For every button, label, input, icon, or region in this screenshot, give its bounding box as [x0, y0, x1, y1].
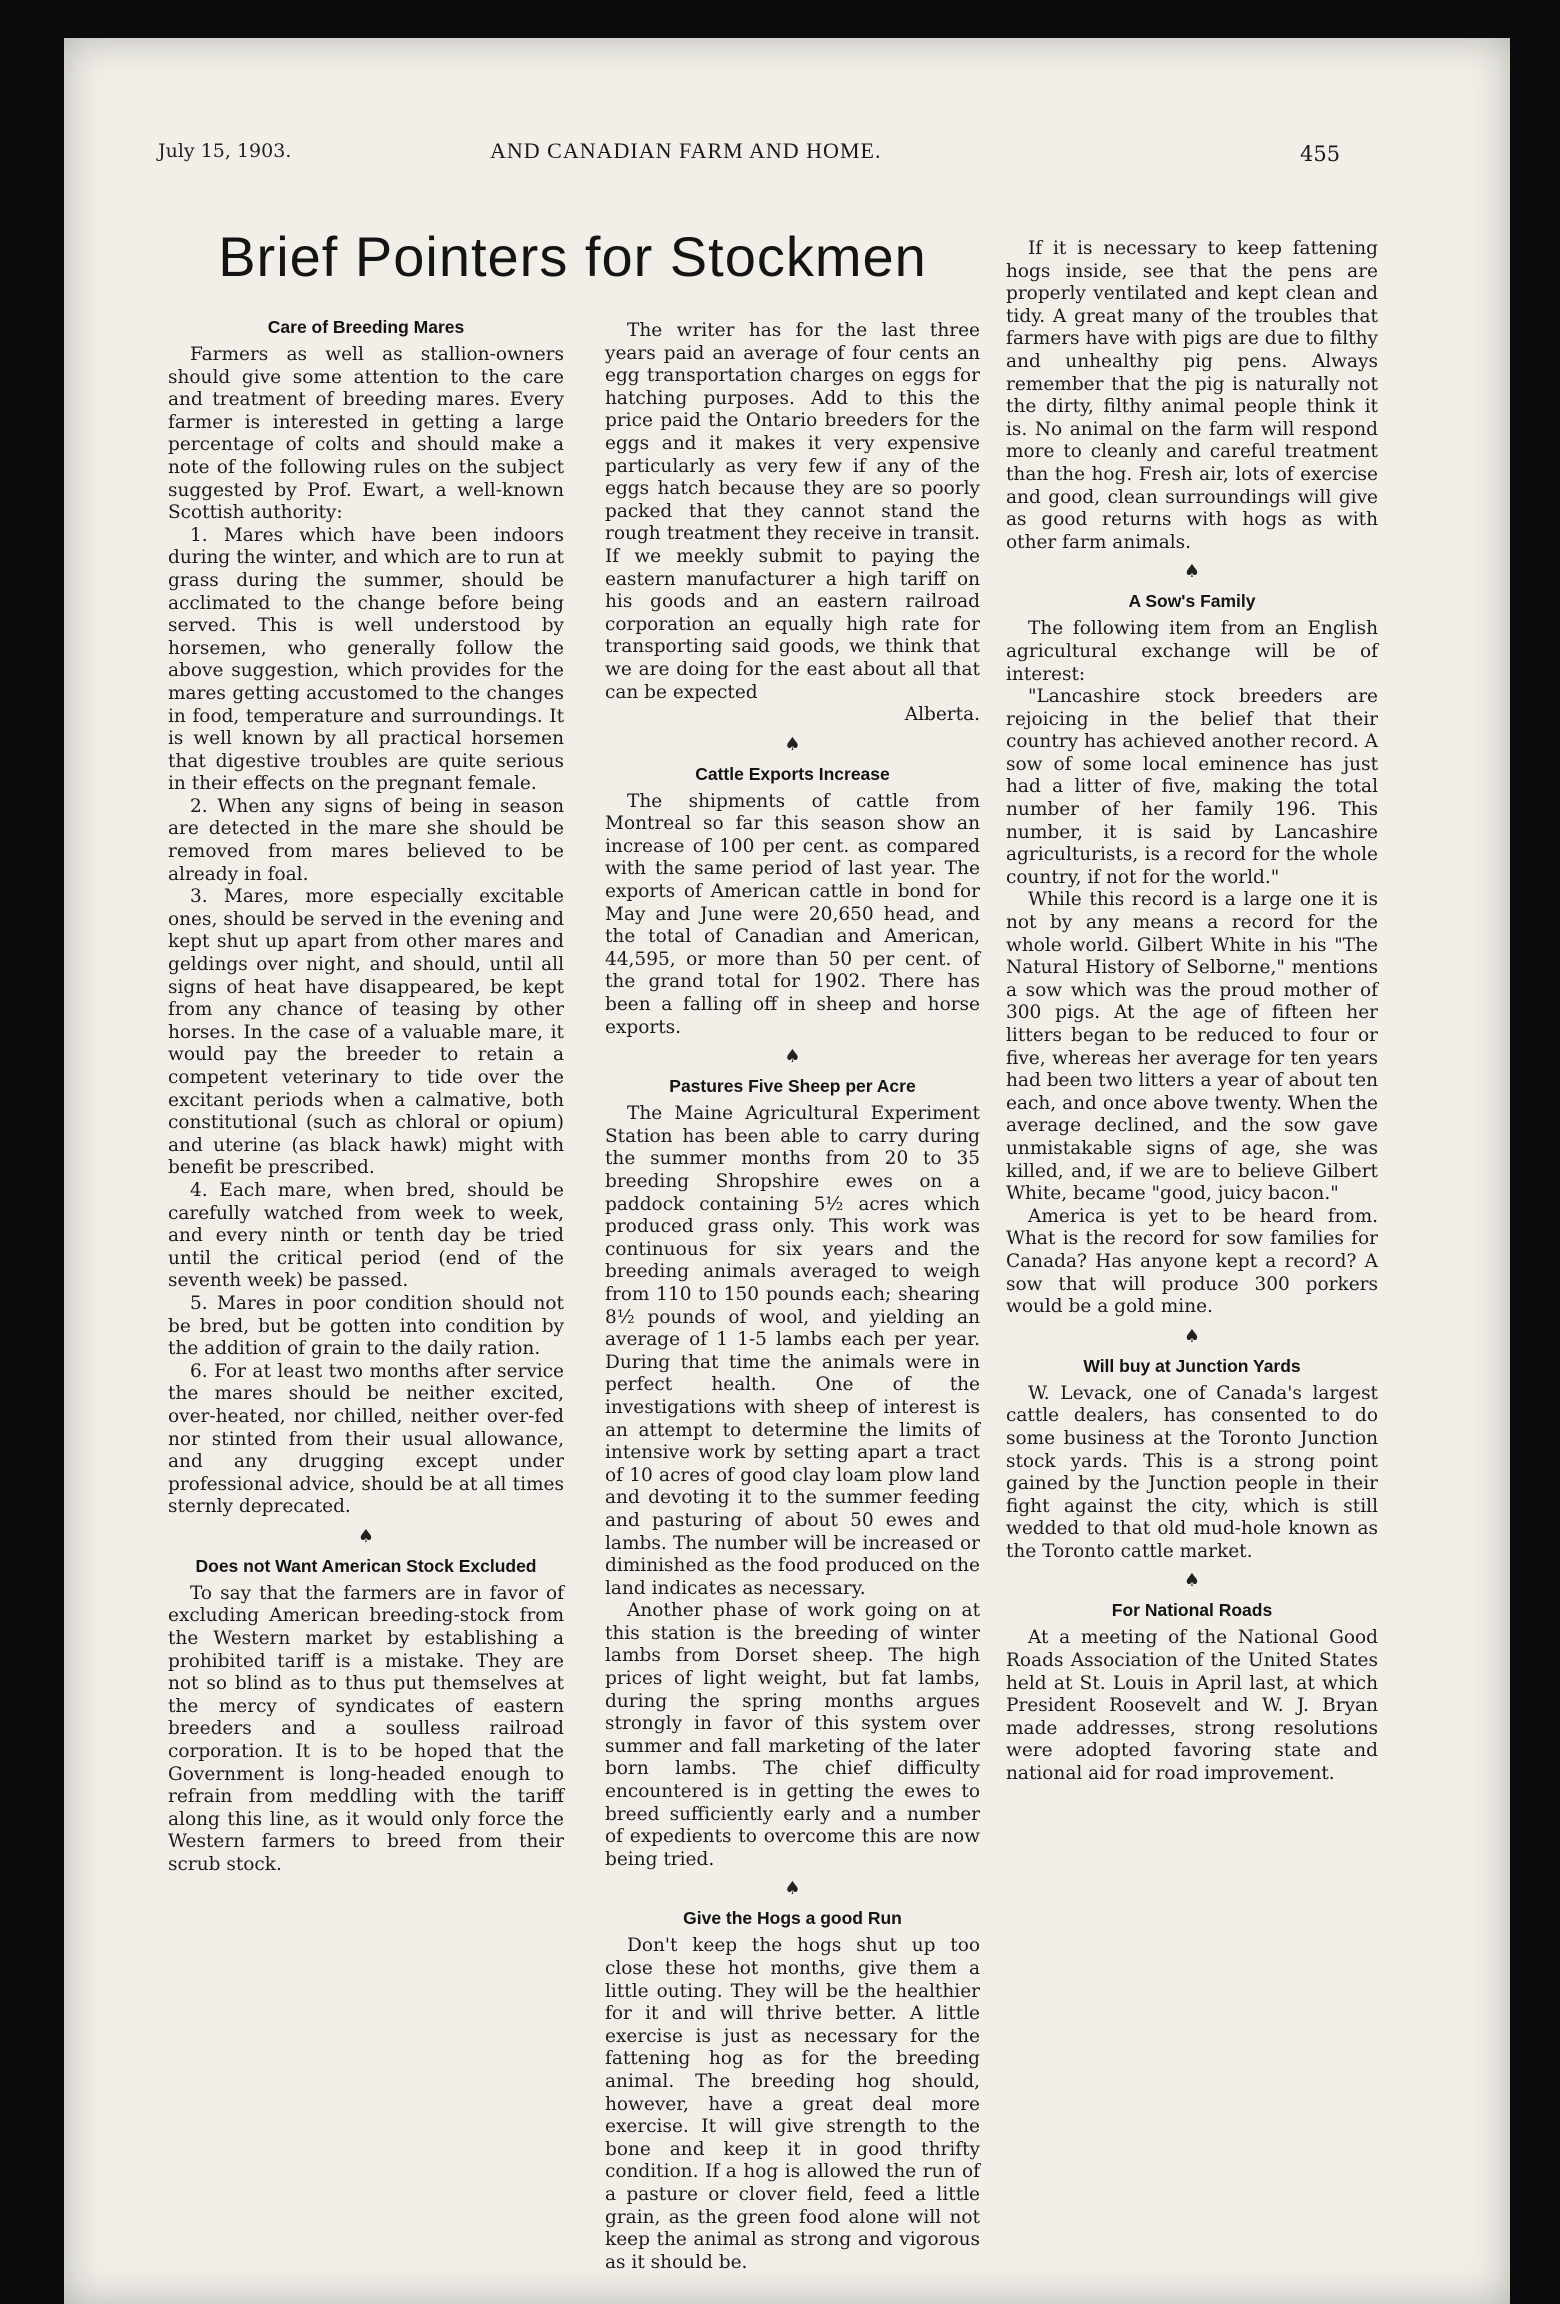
paragraph: The Maine Agricultural Experiment Station has been able to carry during the summer months from 20 to 35 breeding Shropshire ewes on a paddock containing 5½ acres which produced grass only. This work was continuous for six years and the breeding animals averaged to weigh from 110 to 150 pounds each; shearing 8½ pounds of wool, and yielding an average of 1 1-5 lambs each per year. During that time the animals were in perfect health. One of the investigations with sheep of interest is an attempt to determine the limits of intensive work by setting apart a tract of 10 acres of good clay loam plow land and devoting it to the summer feeding and pasturing of about 50 ewes and lambs. The number will be increased or diminished as the food produced on the land indicates as necessary. — [605, 1103, 980, 1599]
article-heading-cattle-exports: Cattle Exports Increase — [695, 763, 890, 784]
paragraph: If it is necessary to keep fattening hogs inside, see that the pens are properly ventilated and kept clean and tidy. A great many of the troubles that farmers have with pigs are due to filthy and unhealthy pig pens. Always remember that the pig is naturally not the dirty, filthy animal people think it is. No animal on the farm will respond more to cleanly and careful treatment than the hog. Fresh air, lots of exercise and good, clean surroundings will give as good returns with hogs as with other farm animals. — [1006, 238, 1378, 553]
paragraph: "Lancashire stock breeders are rejoicing in the belief that their country has achieved another record. A sow of some local eminence has just had a litter of five, making the total number of her family 196. This number, it is said by Lancashire agriculturists, is a record for the whole country, if not for the world." — [1006, 686, 1378, 888]
section-ornament-icon: ♠ — [1183, 1325, 1201, 1347]
page-number: 455 — [1300, 142, 1341, 166]
article-heading-sows-family: A Sow's Family — [1128, 591, 1256, 612]
paragraph: 5. Mares in poor condition should not be bred, but be gotten into condition by the addition of grain to the daily ration. — [168, 1292, 564, 1360]
column-1 — [168, 310, 564, 1877]
article-heading-junction-yards: Will buy at Junction Yards — [1083, 1355, 1301, 1376]
paragraph: 6. For at least two months after service the mares should be neither excited, over-heated, nor chilled, neither over-fed nor stinted from their usual allowance, and any drugging except under professional advice, should be at all times sternly deprecated. — [168, 1360, 564, 1518]
paragraph: 3. Mares, more especially excitable ones, should be served in the evening and kept shut up apart from other mares and geldings over night, and should, until all signs of heat have disappeared, be kept from any chance of teasing by other horses. In the case of a valuable mare, it would pay the breeder to retain a competent veterinary to tide over the excitant periods when a calmative, both constitutional (such as chloral or opium) and uterine (as black hawk) might with benefit be prescribed. — [168, 886, 564, 1179]
article-heading-national-roads: For National Roads — [1111, 1600, 1273, 1621]
paragraph: 2. When any signs of being in season are detected in the mare she should be removed from mares believed to be already in foal. — [168, 795, 564, 885]
section-ornament-icon: ♠ — [784, 733, 801, 755]
article-heading-hogs: Give the Hogs a good Run — [683, 1908, 902, 1929]
paragraph: The shipments of cattle from Montreal so far this season show an increase of 100 per cent. as compared with the same period of last year. The exports of American cattle in bond for May and June were 20,650 head, and the total of Canadian and American, 44,595, or more than 50 per cent. of the grand total for 1902. There has been a falling off in sheep and horse exports. — [605, 790, 980, 1038]
paragraph: W. Levack, one of Canada's largest cattle dealers, has consented to do some business at the Toronto Junction stock yards. This is a strong point gained by the Junction people in their fight against the city, which is still wedded to that old mud-hole known as the Toronto cattle market. — [1006, 1382, 1378, 1562]
article-heading-breeding-mares: Care of Breeding Mares — [267, 317, 465, 337]
issue-date: July 15, 1903. — [158, 140, 292, 162]
section-ornament-icon: ♠ — [1183, 561, 1201, 583]
signature: Alberta. — [904, 704, 980, 726]
paragraph: The following item from an English agricultural exchange will be of interest: — [1006, 618, 1378, 685]
publication-name: AND CANADIAN FARM AND HOME. — [490, 138, 882, 163]
paragraph: To say that the farmers are in favor of excluding American breeding-stock from the Western market by establishing a prohibited tariff is a mistake. They are not so blind as to thus put themselves at the mercy of syndicates of eastern breeders and a soulless railroad corporation. It is to be hoped that the Government is long-headed enough to refrain from meddling with the tariff along this line, as it would only force the Western farmers to breed from their scrub stock. — [168, 1582, 564, 1875]
section-ornament-icon: ♠ — [784, 1046, 801, 1068]
paragraph: At a meeting of the National Good Roads Association of the United States held at St. Louis in April last, at which President Roosevelt and W. J. Bryan made addresses, strong resolutions were adopted favoring state and national aid for road improvement. — [1006, 1627, 1378, 1785]
column-3 — [1006, 238, 1378, 1786]
section-ornament-icon: ♠ — [1183, 1570, 1201, 1592]
article-heading-american-stock: Does not Want American Stock Excluded — [195, 1555, 537, 1576]
article-heading-pastures: Pastures Five Sheep per Acre — [669, 1076, 916, 1097]
column-2 — [605, 320, 980, 2274]
section-ornament-icon: ♠ — [784, 1878, 801, 1900]
paragraph: America is yet to be heard from. What is the record for sow families for Canada? Has anyone kept a record? A sow that will produce 300 porkers would be a gold mine. — [1006, 1205, 1378, 1318]
paragraph: Another phase of work going on at this station is the breeding of winter lambs from Dorset sheep. The high prices of light weight, but fat lambs, during the spring months argues strongly in favor of this system over summer and fall marketing of the later born lambs. The chief difficulty encountered is in getting the ewes to breed sufficiently early and a number of expedients to overcome this are now being tried. — [605, 1600, 980, 1870]
section-ornament-icon: ♠ — [357, 1525, 375, 1547]
paragraph: Farmers as well as stallion-owners should give some attention to the care and treatment of breeding mares. Every farmer is interested in getting a large percentage of colts and should make a note of the following rules on the subject suggested by Prof. Ewart, a well-known Scottish authority: — [168, 344, 564, 524]
paragraph: Don't keep the hogs shut up too close these hot months, give them a little outing. They will be the healthier for it and will thrive better. A little exercise is just as necessary for the fattening hog as for the breeding animal. The breeding hog should, however, have a great deal more exercise. It will give strength to the bone and keep it in good thrifty condition. If a hog is allowed the run of a pasture or clover field, feed a little grain, as the green food alone will not keep the animal as strong and vigorous as it should be. — [605, 1935, 980, 2273]
paragraph: While this record is a large one it is not by any means a record for the whole world. Gilbert White in his "The Natural History of Selborne," mentions a sow which was the proud mother of 300 pigs. At the age of fifteen her litters began to be reduced to four or five, whereas her average for ten years had been two litters a year of about ten each, and once above twenty. When the average declined, and the sow gave unmistakable signs of age, she was killed, and, if we are to believe Gilbert White, became "good, juicy bacon." — [1006, 889, 1378, 1205]
paragraph: The writer has for the last three years paid an average of four cents an egg transportation charges on eggs for hatching purposes. Add to this the price paid the Ontario breeders for the eggs and it makes it very expensive particularly as very few if any of the eggs hatch because they are so poorly packed that they cannot stand the rough treatment they receive in transit. If we meekly submit to paying the eastern manufacturer a high tariff on his goods and an eastern railroad corporation an equally high rate for transporting said goods, we think that we are doing for the east about all that can be expected — [605, 320, 980, 703]
paragraph: 4. Each mare, when bred, should be carefully watched from week to week, and every ninth or tenth day be tried until the critical period (end of the seventh week) be passed. — [168, 1179, 564, 1292]
page-title: Brief Pointers for Stockmen — [218, 225, 927, 288]
paragraph: 1. Mares which have been indoors during the winter, and which are to run at grass during the summer, should be acclimated to the change before being served. This is well understood by horsemen, who generally follow the above suggestion, which provides for the mares getting accustomed to the changes in food, temperature and surroundings. It is well known by all practical horsemen that digestive troubles are quite serious in their effects on the pregnant female. — [168, 524, 564, 795]
